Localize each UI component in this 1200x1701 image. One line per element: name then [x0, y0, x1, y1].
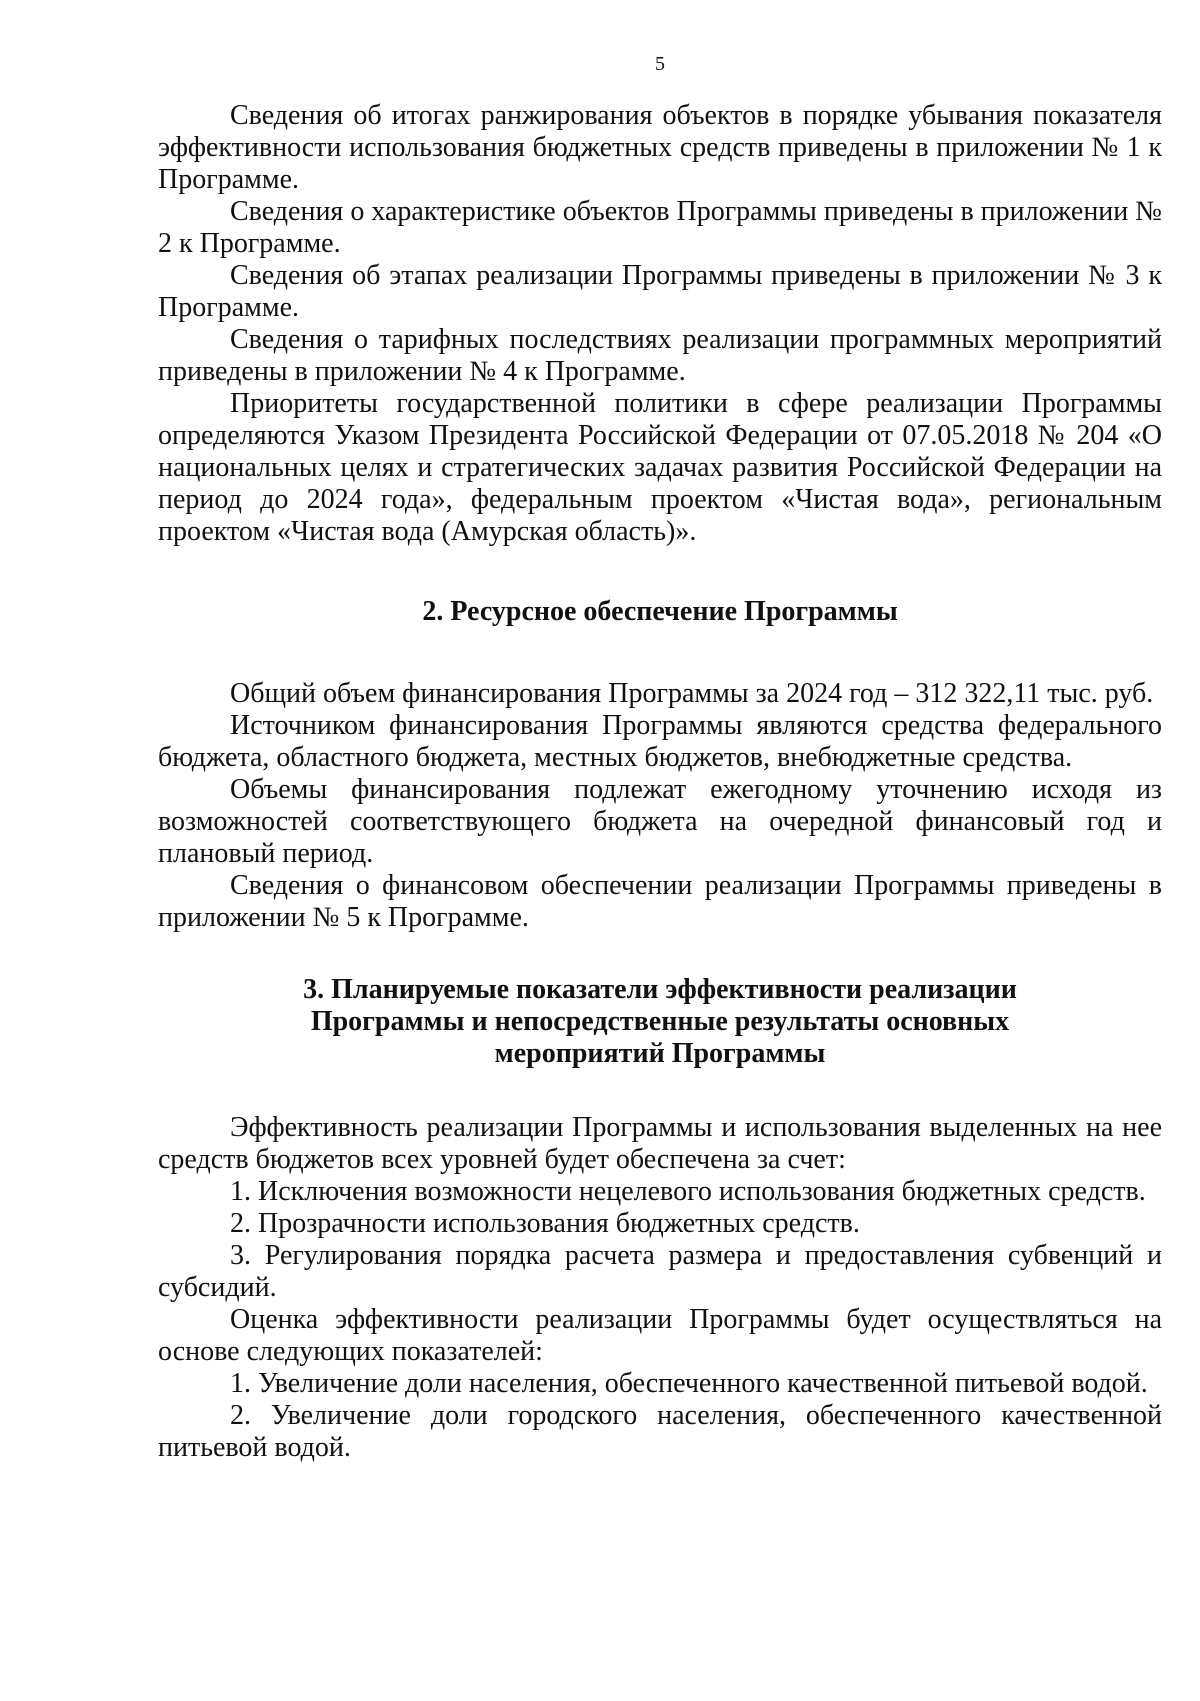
paragraph-efficiency-intro: Эффективность реализации Программы и использования выделенных на нее средств бюджетов всех уровней будет обеспечена за счет:	[158, 1112, 1162, 1175]
paragraph-total-financing: Общий объем финансирования Программы за 2024 год – 312 322,11 тыс. руб.	[230, 678, 1154, 709]
paragraph-financing-adjustment: Объемы финансирования подлежат ежегодному уточнению исходя из возможностей соответствующего бюджета на очередной финансовый год и плановый период.	[158, 774, 1162, 869]
paragraph-tariff-consequences: Сведения о тарифных последствиях реализации программных мероприятий приведены в приложении № 4 к Программе.	[158, 324, 1162, 387]
section-3-heading-line-3: мероприятий Программы	[494, 1038, 826, 1069]
paragraph-implementation-stages: Сведения об этапах реализации Программы приведены в приложении № 3 к Программе.	[158, 260, 1162, 323]
section-2-heading: 2. Ресурсное обеспечение Программы	[422, 596, 898, 627]
section-3-heading-line-1: 3. Планируемые показатели эффективности реализации	[303, 974, 1017, 1005]
paragraph-rank-info: Сведения об итогах ранжирования объектов в порядке убывания показателя эффективности использования бюджетных средств приведены в приложении № 1 к Программе.	[158, 100, 1162, 195]
paragraph-policy-priorities: Приоритеты государственной политики в сфере реализации Программы определяются Указом Президента Российской Федерации от 07.05.2018 № 204 «О национальных целях и стратегических задачах развития Российской Федерации на период до 2024 года», федеральным проектом «Чистая вода», региональным проектом «Чистая вода (Амурская область)».	[158, 388, 1162, 547]
paragraph-object-characteristics: Сведения о характеристике объектов Программы приведены в приложении № 2 к Программе.	[158, 196, 1162, 259]
paragraph-financing-sources: Источником финансирования Программы являются средства федерального бюджета, областного бюджета, местных бюджетов, внебюджетные средства.	[158, 710, 1162, 773]
list-item-misuse-prevention: 1. Исключения возможности нецелевого использования бюджетных средств.	[230, 1176, 1146, 1207]
page-number: 5	[655, 53, 665, 75]
list-item-urban-population-share: 2. Увеличение доли городского населения, обеспеченного качественной питьевой водой.	[158, 1400, 1162, 1463]
paragraph-financial-support: Сведения о финансовом обеспечении реализации Программы приведены в приложении № 5 к Программе.	[158, 870, 1162, 933]
list-item-transparency: 2. Прозрачности использования бюджетных средств.	[230, 1208, 860, 1239]
document-body	[158, 100, 1162, 1464]
list-item-population-share: 1. Увеличение доли населения, обеспеченного качественной питьевой водой.	[230, 1368, 1148, 1399]
paragraph-evaluation-basis: Оценка эффективности реализации Программы будет осуществляться на основе следующих показателей:	[158, 1304, 1162, 1367]
list-item-subsidy-regulation: 3. Регулирования порядка расчета размера и предоставления субвенций и субсидий.	[158, 1240, 1162, 1303]
section-3-heading-line-2: Программы и непосредственные результаты основных	[310, 1006, 1010, 1037]
section-3-heading	[158, 974, 1162, 1070]
